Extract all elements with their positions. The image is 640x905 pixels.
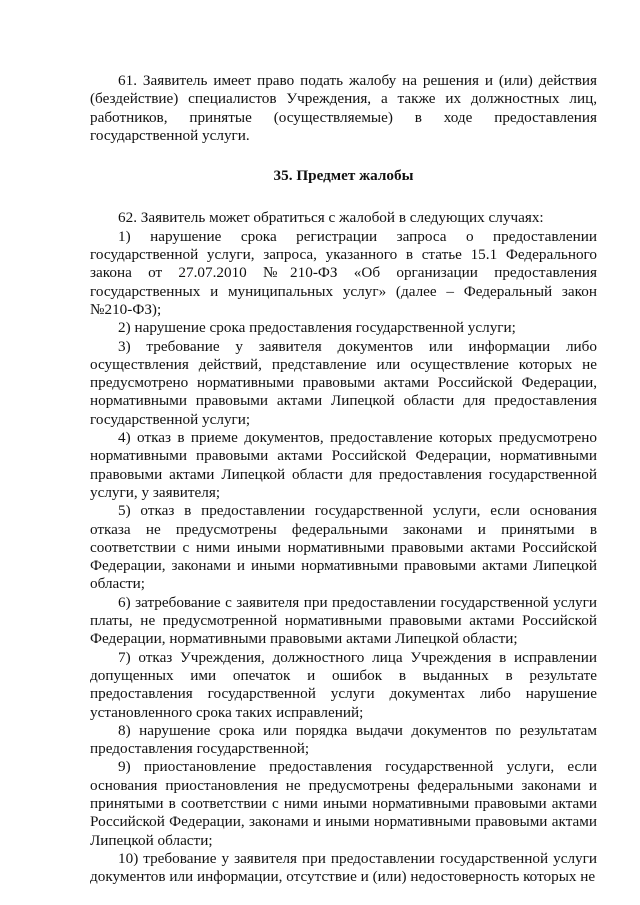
list-item-4: 4) отказ в приеме документов, предоставление которых предусмотрено нормативными правовыми актами Российской Федерации, нормативными правовыми актами Липецкой области для предоставления государственной услуги, у заявителя; bbox=[90, 429, 597, 501]
list-item-1: 1) нарушение срока регистрации запроса о предоставлении государственной услуги, запроса, указанного в статье 15.1 Федерального закона от 27.07.2010 №210-ФЗ «Об организации предоставления государственных и муниципальных услуг» (далее – Федеральный закон №210-ФЗ); bbox=[90, 227, 597, 318]
list-item-7: 7) отказ Учреждения, должностного лица Учреждения в исправлении допущенных ими опечаток и ошибок в выданных в результате предоставления государственной услуги документах либо нарушение установленного срока таких исправлений; bbox=[90, 648, 597, 721]
list-item-3: 3) требование у заявителя документов или информации либо осуществления действий, представление или осуществление которых не предусмотрено нормативными правовыми актами Российской Федерации, нормативными правовыми актами Липецкой области для предоставления государственной услуги; bbox=[90, 337, 597, 428]
list-item-9: 9) приостановление предоставления государственной услуги, если основания приостановления не предусмотрены федеральными законами и принятыми в соответствии с ними иными нормативными правовыми актами Российской Федерации, законами и иными нормативными правовыми актами Липецкой области; bbox=[90, 758, 597, 849]
list-item-10: 10) требование у заявителя при предоставлении государственной услуги документов или информации, отсутствие и (или) недостоверность которых не bbox=[90, 849, 597, 886]
paragraph-61: 61. Заявитель имеет право подать жалобу на решения и (или) действия (бездействие) специалистов Учреждения, а также их должностных лиц, работников, принятые (осуществляемые) в ходе предоставления государственной услуги. bbox=[90, 72, 597, 144]
list-item-2: 2) нарушение срока предоставления государственной услуги; bbox=[118, 319, 516, 337]
section-heading: 35. Предмет жалобы bbox=[273, 167, 414, 185]
list-item-8: 8) нарушение срока или порядка выдачи документов по результатам предоставления государственной; bbox=[90, 721, 597, 758]
document-page bbox=[90, 72, 597, 886]
list-item-6: 6) затребование с заявителя при предоставлении государственной услуги платы, не предусмотренной нормативными правовыми актами Российской Федерации, нормативными правовыми актами Липецкой области; bbox=[90, 593, 597, 648]
paragraph-62-intro: 62. Заявитель может обратиться с жалобой в следующих случаях: bbox=[118, 209, 544, 227]
list-item-5: 5) отказ в предоставлении государственной услуги, если основания отказа не предусмотрены федеральными законами и принятыми в соответствии с ними иными нормативными правовыми актами Российской Федерации, законами и иными нормативными правовыми актами Липецкой области; bbox=[90, 502, 597, 593]
